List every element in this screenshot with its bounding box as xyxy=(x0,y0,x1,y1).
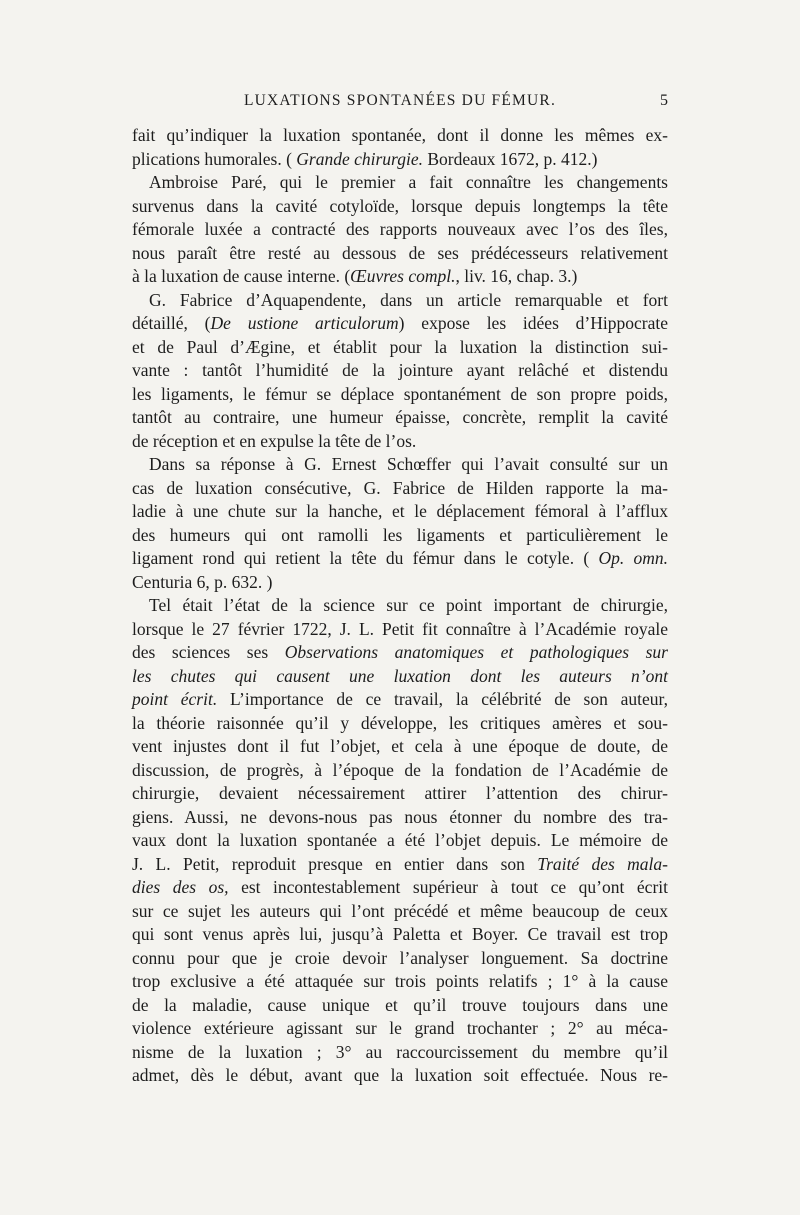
text-line: trop exclusive a été attaquée sur trois points relatifs ; 1° à la cause xyxy=(132,971,668,991)
text-line: qui sont venus après lui, jusqu’à Paletta et Boyer. Ce travail est trop xyxy=(132,924,668,944)
text-line: et de Paul d’Ægine, et établit pour la luxation la distinction sui- xyxy=(132,336,668,357)
text-line: plications humorales. ( Grande chirurgie. Bordeaux 1672, p. 412.) xyxy=(132,148,598,169)
text-line: les chutes qui causent une luxation dont les auteurs n’ont xyxy=(132,665,668,686)
text-line: vante : tantôt l’humidité de la jointure ayant relâché et distendu xyxy=(132,360,668,380)
text-line: J. L. Petit, reproduit presque en entier dans son Traité des mala- xyxy=(132,853,668,874)
text-line: fémorale luxée a contracté des rapports nouveaux avec l’os des îles, xyxy=(132,219,668,239)
text-line: ligament rond qui retient la tête du fémur dans le cotyle. ( Op. omn. xyxy=(132,548,668,568)
text-line: à la luxation de cause interne. (Œuvres compl., liv. 16, chap. 3.) xyxy=(132,266,578,286)
text-line: dies des os, est incontestablement supérieur à tout ce qu’ont écrit xyxy=(132,877,668,897)
text-line: Tel était l’état de la science sur ce point important de chirurgie, xyxy=(149,595,668,615)
page-number: 5 xyxy=(660,92,668,109)
text-line: Dans sa réponse à G. Ernest Schœffer qui l’avait consulté sur un xyxy=(149,454,668,474)
text-line: détaillé, (De ustione articulorum) expose les idées d’Hippocrate xyxy=(132,313,668,333)
text-line: les ligaments, le fémur se déplace spontanément de son propre poids, xyxy=(132,383,668,404)
text-line: Centuria 6, p. 632. ) xyxy=(132,571,273,592)
text-line: discussion, de progrès, à l’époque de la fondation de l’Académie de xyxy=(132,759,668,780)
text-line: violence extérieure agissant sur le grand trochanter ; 2° au méca- xyxy=(132,1018,668,1038)
body-text xyxy=(132,124,668,1088)
text-line: chirurgie, devaient nécessairement attirer l’attention des chirur- xyxy=(132,783,668,803)
text-line: admet, dès le début, avant que la luxation soit effectuée. Nous re- xyxy=(132,1065,668,1085)
text-line: tantôt au contraire, une humeur épaisse, concrète, remplit la cavité xyxy=(132,407,668,427)
text-line: fait qu’indiquer la luxation spontanée, dont il donne les mêmes ex- xyxy=(132,125,668,145)
text-line: la théorie raisonnée qu’il y développe, les critiques amères et sou- xyxy=(132,712,668,733)
text-line: nous paraît être resté au dessous de ses prédécesseurs relativement xyxy=(132,242,668,263)
running-header xyxy=(132,92,668,116)
text-line: G. Fabrice d’Aquapendente, dans un article remarquable et fort xyxy=(149,289,668,310)
text-line: Ambroise Paré, qui le premier a fait connaître les changements xyxy=(149,172,668,192)
text-line: cas de luxation consécutive, G. Fabrice de Hilden rapporte la ma- xyxy=(132,477,668,498)
text-line: de la maladie, cause unique et qu’il trouve toujours dans une xyxy=(132,994,668,1015)
running-title: LUXATIONS SPONTANÉES DU FÉMUR. xyxy=(243,92,557,109)
text-line: survenus dans la cavité cotyloïde, lorsque depuis longtemps la tête xyxy=(132,195,668,216)
text-line: vaux dont la luxation spontanée a été l’objet depuis. Le mémoire de xyxy=(132,830,668,850)
text-line: sur ce sujet les auteurs qui l’ont précédé et même beaucoup de ceux xyxy=(132,900,668,921)
text-line: des sciences ses Observations anatomiques et pathologiques sur xyxy=(132,642,668,662)
text-line: de réception et en expulse la tête de l’os. xyxy=(132,430,417,451)
text-line: des humeurs qui ont ramolli les ligaments et particulièrement le xyxy=(132,524,668,545)
text-line: giens. Aussi, ne devons-nous pas nous étonner du nombre des tra- xyxy=(132,806,668,827)
text-line: connu pour que je croie devoir l’analyser longuement. Sa doctrine xyxy=(132,947,668,968)
text-line: nisme de la luxation ; 3° au raccourcissement du membre qu’il xyxy=(132,1041,668,1062)
text-line: point écrit. L’importance de ce travail, la célébrité de son auteur, xyxy=(132,689,669,709)
text-line: ladie à une chute sur la hanche, et le déplacement fémoral à l’afflux xyxy=(132,501,668,521)
text-line: lorsque le 27 février 1722, J. L. Petit fit connaître à l’Académie royale xyxy=(132,618,668,639)
text-line: vent injustes dont il fut l’objet, et cela à une époque de doute, de xyxy=(132,736,668,756)
